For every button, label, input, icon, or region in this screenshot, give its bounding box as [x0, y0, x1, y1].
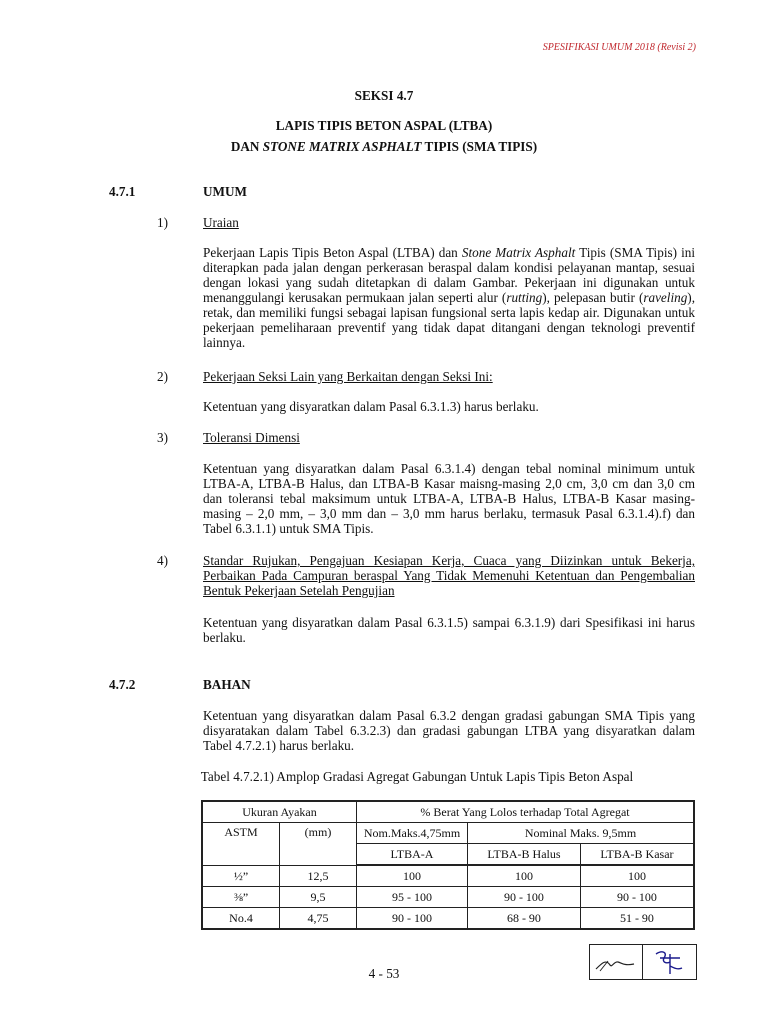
- title-line-1: LAPIS TIPIS BETON ASPAL (LTBA): [275, 118, 493, 133]
- header-berat-lolos: % Berat Yang Lolos terhadap Total Agregat: [357, 801, 695, 823]
- header-ltba-b-halus: LTBA-B Halus: [468, 844, 581, 866]
- table-row: [202, 887, 694, 908]
- cell-ltba-a: 100: [357, 865, 468, 887]
- cell-ltba-a: 95 - 100: [357, 887, 468, 908]
- item-number-1: 1): [157, 215, 168, 230]
- header-ltba-a: LTBA-A: [357, 844, 468, 866]
- header-mm: (mm): [280, 823, 357, 866]
- header-nom-475: Nom.Maks.4,75mm: [357, 823, 468, 844]
- item-heading-related-sections: Pekerjaan Seksi Lain yang Berkaitan dengan Seksi Ini:: [203, 369, 493, 384]
- related-sections-paragraph: Ketentuan yang disyaratkan dalam Pasal 6.3.1.3) harus berlaku.: [203, 399, 539, 414]
- page-number: 4 - 53: [368, 966, 400, 981]
- section-number-472: 4.7.2: [109, 677, 136, 692]
- table-row: [202, 908, 694, 930]
- cell-ltba-b-halus: 100: [468, 865, 581, 887]
- item-number-4: 4): [157, 553, 168, 568]
- item-heading-standar-rujukan: Standar Rujukan, Pengajuan Kesiapan Kerja, Cuaca yang Diizinkan untuk Bekerja, Perbaikan Pada Campuran beraspal Yang Tidak Memenuhi Ketentuan dan Pengembalian Bentuk Pekerjaan Setelah Pengujian: [203, 553, 695, 598]
- cell-ltba-b-halus: 68 - 90: [468, 908, 581, 930]
- header-nom-95: Nominal Maks. 9,5mm: [468, 823, 695, 844]
- cell-ltba-b-kasar: 100: [580, 865, 694, 887]
- title-line-2: DAN STONE MATRIX ASPHALT TIPIS (SMA TIPIS): [230, 139, 538, 154]
- cell-ltba-b-kasar: 51 - 90: [580, 908, 694, 930]
- item-number-2: 2): [157, 369, 168, 384]
- table-caption: Tabel 4.7.2.1) Amplop Gradasi Agregat Gabungan Untuk Lapis Tipis Beton Aspal: [200, 769, 634, 784]
- cell-astm: No.4: [202, 908, 280, 930]
- item-number-3: 3): [157, 430, 168, 445]
- cell-ltba-a: 90 - 100: [357, 908, 468, 930]
- gradation-table: [201, 800, 695, 930]
- standar-rujukan-paragraph: Ketentuan yang disyaratkan dalam Pasal 6.3.1.5) sampai 6.3.1.9) dari Spesifikasi ini harus berlaku.: [203, 615, 695, 645]
- spec-header: SPESIFIKASI UMUM 2018 (Revisi 2): [542, 42, 696, 53]
- item-heading-toleransi: Toleransi Dimensi: [203, 430, 300, 445]
- cell-astm: ⅜”: [202, 887, 280, 908]
- header-astm: ASTM: [202, 823, 280, 866]
- cell-astm: ½”: [202, 865, 280, 887]
- toleransi-paragraph: Ketentuan yang disyaratkan dalam Pasal 6.3.1.4) dengan tebal nominal minimum untuk LTBA-A, LTBA-B Halus, dan LTBA-B Kasar maisng-masing 2,0 cm, 3,0 cm dan 3,0 cm dan toleransi tebal maksimum untuk LTBA-A, LTBA-B Halus, LTBA-B Kasar masing-masing – 2,0 mm, – 3,0 mm dan – 3,0 mm harus berlaku, termasuk Pasal 6.3.1.4).f) dan Tabel 6.3.1.1) untuk SMA Tipis.: [203, 461, 695, 536]
- item-heading-uraian: Uraian: [203, 215, 239, 230]
- cell-mm: 12,5: [280, 865, 357, 887]
- section-number-471: 4.7.1: [109, 184, 136, 199]
- table-header-row-1: [202, 801, 694, 823]
- cell-mm: 9,5: [280, 887, 357, 908]
- table-row: [202, 865, 694, 887]
- section-title-umum: UMUM: [203, 184, 247, 199]
- cell-ltba-b-halus: 90 - 100: [468, 887, 581, 908]
- cell-ltba-b-kasar: 90 - 100: [580, 887, 694, 908]
- table-header-row-2: [202, 823, 694, 844]
- header-ltba-b-kasar: LTBA-B Kasar: [580, 844, 694, 866]
- bahan-paragraph: Ketentuan yang disyaratkan dalam Pasal 6.3.2 dengan gradasi gabungan SMA Tipis yang disyaratakan dalam Tabel 6.3.2.3) dan gradasi gabungan LTBA yang disyaratkan dalam Tabel 4.7.2.1) harus berlaku.: [203, 708, 695, 753]
- section-title-bahan: BAHAN: [203, 677, 251, 692]
- uraian-paragraph: Pekerjaan Lapis Tipis Beton Aspal (LTBA) dan Stone Matrix Asphalt Tipis (SMA Tipis) ini diterapkan pada jalan dengan perkerasan beraspal dalam kondisi pelayanan mantap, sesuai dengan lokasi yang sudah ditetapkan di dalam Gambar. Pekerjaan ini digunakan untuk menanggulangi kerusakan permukaan jalan seperti alur (rutting), pelepasan butir (raveling), retak, dan memiliki fungsi sebagai lapisan fungsional serta lapis kedap air. Digunakan untuk pekerjaan pemeliharaan preventif yang tidak dapat ditangani dengan teknologi preventif lainnya.: [203, 245, 696, 350]
- cell-mm: 4,75: [280, 908, 357, 930]
- header-ukuran-ayakan: Ukuran Ayakan: [202, 801, 357, 823]
- section-label: SEKSI 4.7: [354, 88, 414, 103]
